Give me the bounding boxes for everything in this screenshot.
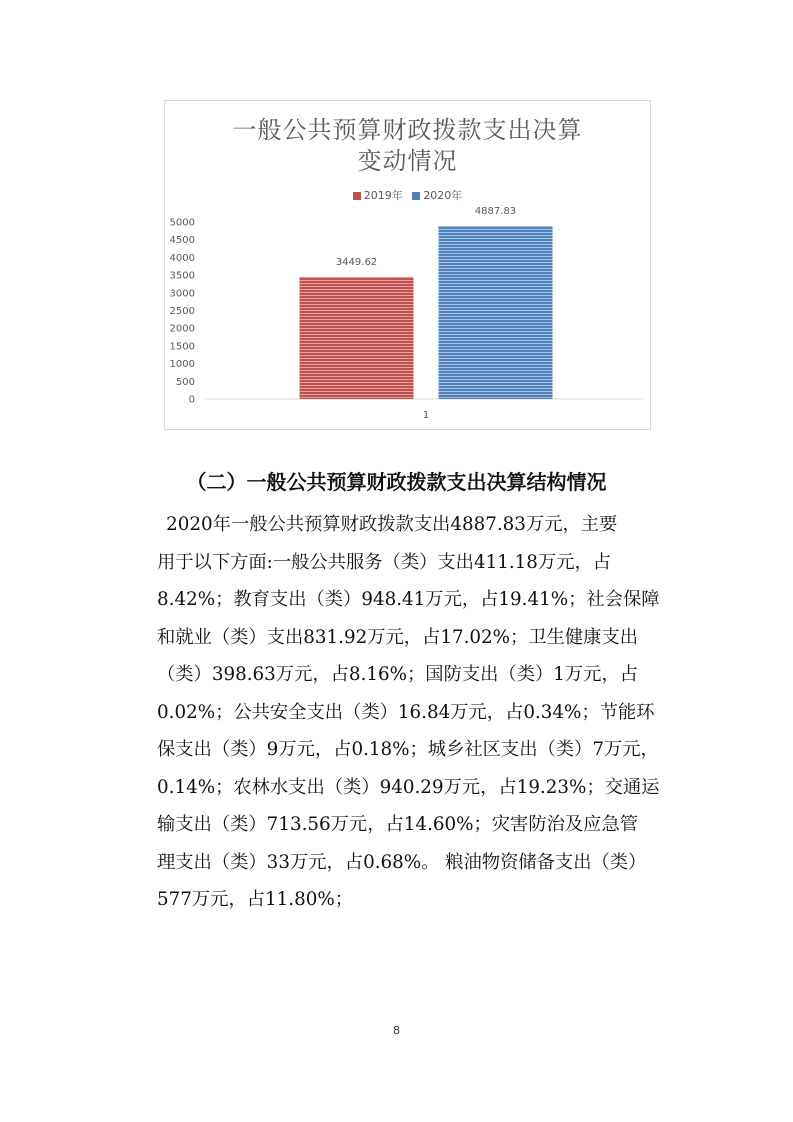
section-heading: （二）一般公共预算财政拨款支出决算结构情况 <box>186 470 607 494</box>
body-paragraph <box>157 506 685 919</box>
bar-2019年 <box>300 277 414 399</box>
chart-title-line-2: 变动情况 <box>357 147 458 175</box>
y-tick-label: 1500 <box>169 341 195 353</box>
bar-2020年 <box>439 226 553 399</box>
y-tick-label: 4500 <box>169 235 195 247</box>
y-tick-label: 3000 <box>169 288 195 300</box>
paragraph-line: 保支出（类）9万元，占0.18%；城乡社区支出（类）7万元， <box>157 739 659 760</box>
paragraph-line: 输支出（类）713.56万元，占14.60%；灾害防治及应急管 <box>157 814 639 835</box>
paragraph-line: 0.14%；农林水支出（类）940.29万元，占19.23%；交通运 <box>157 776 660 798</box>
paragraph-line: 和就业（类）支出831.92万元，占17.02%；卫生健康支出 <box>157 626 639 648</box>
paragraph-line: 用于以下方面:一般公共服务（类）支出411.18万元，占 <box>157 551 612 573</box>
page-number: 8 <box>393 1024 400 1037</box>
y-tick-label: 0 <box>188 394 195 406</box>
paragraph-line: 8.42%；教育支出（类）948.41万元，占19.41%；社会保障 <box>157 589 660 610</box>
paragraph-line: （类）398.63万元，占8.16%；国防支出（类）1万元，占 <box>157 664 639 685</box>
y-tick-label: 2500 <box>169 306 195 317</box>
y-tick-label: 1000 <box>169 359 195 371</box>
y-tick-label: 3500 <box>169 270 195 282</box>
paragraph-line: 理支出（类）33万元，占0.68%。 粮油物资储备支出（类） <box>157 851 647 873</box>
chart-plot-area <box>165 101 652 431</box>
bar-chart <box>164 100 651 430</box>
data-label: 3449.62 <box>335 256 378 268</box>
chart-title-line-1: 一般公共预算财政拨款支出决算 <box>232 116 583 144</box>
y-tick-label: 4000 <box>169 252 195 264</box>
paragraph-line: 0.02%；公共安全支出（类）16.84万元，占0.34%；节能环 <box>157 701 655 723</box>
y-tick-label: 500 <box>175 376 195 388</box>
paragraph-line: 2020年一般公共预算财政拨款支出4887.83万元，主要 <box>166 514 618 535</box>
y-tick-label: 2000 <box>169 323 195 335</box>
data-label: 4887.83 <box>474 205 517 217</box>
y-tick-label: 5000 <box>169 217 195 229</box>
legend-label-2020: 2020年 <box>423 189 463 202</box>
legend-label-2019: 2019年 <box>363 189 403 202</box>
x-tick-label: 1 <box>422 410 430 421</box>
paragraph-line: 577万元，占11.80%； <box>157 889 354 910</box>
